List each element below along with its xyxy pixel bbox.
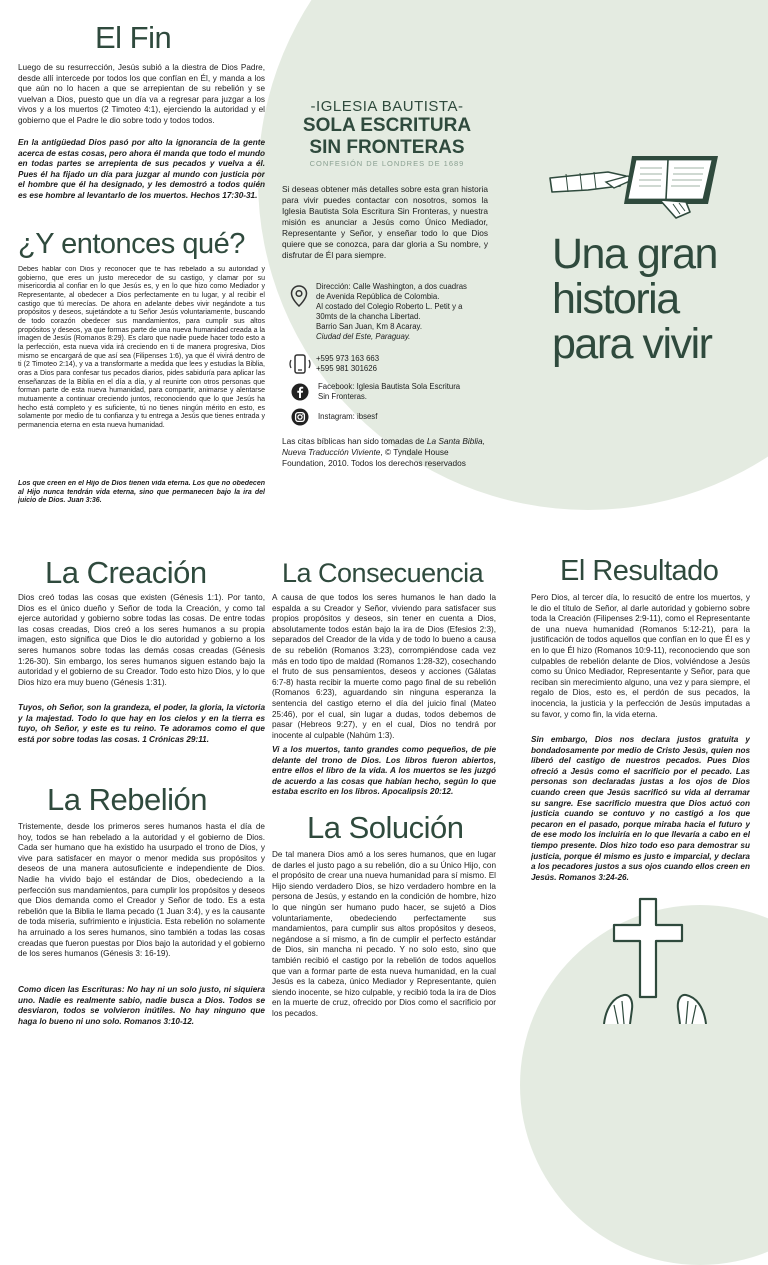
citas-book: La Santa Biblia, Nueva Traducción Viviente xyxy=(282,436,485,457)
creacion-title: La Creación xyxy=(45,555,207,590)
address-line: Barrio San Juan, Km 8 Acaray. xyxy=(316,322,423,331)
creacion-quote: Tuyos, oh Señor, son la grandeza, el poder, la gloria, la victoria y la majestad. Todo lo que hay en los cielos y en la tierra es tuyo, oh Señor, y este es tu reino. Te adoramos como el que está por sobre todas las cosas. 1 Crónicas 29:11. xyxy=(18,703,265,744)
address-line: Al costado del Colegio Roberto L. Petit y a xyxy=(316,302,463,311)
cover-line: para vivir xyxy=(552,320,712,368)
fin-text: Luego de su resurrección, Jesús subió a la diestra de Dios Padre, desde allí intercede por todos los que confían en Él, y manda a los que aún no lo hacen a que se arrepientan de su rebelión y se vuelvan a Dios, puesto que un día va a regresar para juzgar a los vivos y a los muertos (2 Timoteo 4:1), ejerciendo la autoridad y el gobierno que el Padre le dio sobre todo y todos todos. xyxy=(18,63,265,125)
cross-hands-illustration xyxy=(600,897,710,1029)
cover-title xyxy=(552,232,717,367)
church-name-2: SIN FRONTERAS xyxy=(309,137,465,158)
rebelion-quote: Como dicen las Escrituras: No hay ni un solo justo, ni siquiera uno. Nadie es realmente sabio, nadie busca a Dios. Todos se desviaron, todos se volvieron inútiles. No hay ninguno que haga lo bueno ni uno solo. Romanos 3:10-12. xyxy=(18,985,265,1026)
rebelion-text: Tristemente, desde los primeros seres humanos hasta el día de hoy, todos se han rebelado a la autoridad y el gobierno de Dios. Cada ser humano que ha existido ha usurpado el trono de Dios, y vive para satisfacer en mayor o menor medida sus propósitos y deseos de una manera autosuficiente e independiente de Dios. Nadie ha vivido bajo el estándar de Dios, obedeciendo a la perfección sus mandamientos, para cumplir los propósitos y deseos que Dios demanda como el Creador y Señor de todo. Es a esta rebelión que la Biblia le llama pecado (1 Juan 3:4), y es la causante de toda miseria, sufrimiento e injusticia. Esta rebelión no solamente ha arruinado a los seres humanos, sino también a todas las cosas creadas que fueron puestas por Dios bajo la autoridad y el gobierno de los seres humanos (Génesis 3: 16-19). xyxy=(18,822,265,959)
citas-note xyxy=(282,436,488,469)
entonces-title: ¿Y entonces qué? xyxy=(18,228,245,260)
address-line: de Avenida República de Colombia. xyxy=(316,292,440,301)
bible-hands-illustration xyxy=(548,152,724,227)
instagram-icon xyxy=(291,408,309,431)
church-confession: CONFESIÓN DE LONDRES DE 1689 xyxy=(309,159,465,168)
citas-pre: Las citas bíblicas han sido tomadas de xyxy=(282,436,427,446)
consecuencia-quote: Vi a los muertos, tanto grandes como pequeños, de pie delante del trono de Dios. Los libros fueron abiertos, entre ellos el libro de la vida. A los muertos se les juzgó de acuerdo a las cosas que habían hecho, según lo que estaba escrito en los libros. Apocalipsis 20:12. xyxy=(272,745,496,797)
consecuencia-title: La Consecuencia xyxy=(282,558,484,588)
phone-number[interactable]: +595 981 301626 xyxy=(316,364,377,373)
fin-title: El Fin xyxy=(95,20,172,55)
creacion-text: Dios creó todas las cosas que existen (Génesis 1:1). Por tanto, Dios es el único dueño y Señor de toda la Creación, y como tal ejerce autoridad y gobierno sobre todas las cosas. De entre todas las cosas creadas, Dios creó a los seres humanos a su propia imagen, esto significa que Dios le dio autoridad y gobierno a los seres humanos sobre todas las demás cosas creadas (Génesis 1:26-30). Sin embargo, los seres humanos siguen estando bajo la autoridad y el gobierno de su Creador. Todo esto hizo Dios, y lo que Dios hizo era muy bueno (Génesis 1:31). xyxy=(18,593,265,687)
facebook-icon xyxy=(291,383,309,406)
address-block xyxy=(316,282,491,342)
fin-quote: En la antigüedad Dios pasó por alto la ignorancia de la gente acerca de estas cosas, pero ahora él manda que todo el mundo en todas partes se arrepienta de sus pecados y vuelva a él. Pues él ha fijado un día para juzgar al mundo con justicia por el hombre que él ha designado, y les demostró a todos quién es ese hombre al levantarlo de los muertos. Hechos 17:30-31. xyxy=(18,138,265,200)
address-city: Ciudad del Este, Paraguay. xyxy=(316,332,411,341)
rebelion-title: La Rebelión xyxy=(47,782,207,817)
consecuencia-text: A causa de que todos los seres humanos le han dado la espalda a su Creador y Señor, viviendo para satisfacer sus propios propósitos y deseos, sin tener en cuenta a Dios, absolutamente todos están bajo la ira de Dios (Efesios 2:3), separados del Creador de la vida y de todo lo bueno a causa de su rebelión (Romanos 3:23), corrompiéndose cada vez más en todo tipo de maldad (Romanos 1:28-32), cosechando el fruto de sus pensamientos, deseos y acciones (Gálatas 6:7-8) hasta recibir la muerte como pago final de su rebelión (Romanos 6:23), aguardando sin ninguna esperanza la sentencia del castigo eterno el día del juicio final (Mateo 25:46), por el cual, sin lugar a dudas, todos debemos de pasar (Hebreos 9:27), y en el cual, Dios no tendrá por inocente al culpable (Nahúm 1:3). xyxy=(272,593,496,740)
entonces-text: Debes hablar con Dios y reconocer que te has rebelado a su autoridad y gobierno, que eres un justo merecedor de su castigo, y clamar por su misericordia al confiar en lo que Jesús es, y en lo que hizo como Mediador y Representante, al obedecer a Dios perfectamente en tu lugar, y al recibir el castigo que tú merecías. De ahora en adelante debes vivir negándote a tus propósitos y deseos, sujetándote a tu Señor Jesús voluntariamente, buscando de todo corazón obedecer sus mandamientos, para cumplir sus altos propósitos y deseos, ya que formas parte de una nueva humanidad creada a la imagen de Jesús (Romanos 8:29). Es claro que nadie puede hacer todo esto a la perfección, esta nueva vida irá creciendo en ti de manera progresiva, Dios mismo se encargará de que así sea (Filipenses 1:6), ya que él vivirá dentro de ti (2 Timoteo 2:14), y va a transformarte a medida que lees y estudias la Biblia, oras a Dios para confesar tus pecados diarios, pides sabiduría para aplicar las enseñanzas de la Biblia en el día a día, y al reunirte con otros personas que forman parte de esta nueva humanidad, para compartir, animarse y alentarse mutuamente a continuar creciendo juntos, reconociendo que lo que Jesús ha hecho está completo y es suficiente, tú no tienes ningún mérito en esto, es solamente por medio de tu confianza y tu entrega a Jesús que tienes entrada y permanencia eterna en esta nueva humanidad. xyxy=(18,266,265,429)
solucion-text: De tal manera Dios amó a los seres humanos, que en lugar de darles el justo pago a su rebelión, dio a su Único Hijo, con el propósito de crear una nueva humanidad para sí mismo. El Hijo siendo verdadero Dios, se hizo verdadero hombre en la persona de Jesús, y estando en la condición de hombre, hizo lo que ningún ser humano pudo hacer, se sujetó a Dios voluntariamente, obedeciendo perfectamente sus mandamientos, para cumplir sus altos propósitos y deseos, negándose a sí mismo, a fin de cumplir el perfecto estándar de Dios, sin mancha ni pecado. Y no solo esto, sino que también recibió el castigo por la rebelión de todos aquellos que van a formar parte de esta nueva humanidad, en la cual Jesús es la cabeza, único Mediador y Representante, quien siendo inocente, se hizo culpable, y recibió toda la ira de Dios en la muerte de cruz, ofrecido por Dios como el sacrificio por los pecados. xyxy=(272,850,496,1018)
facebook-text[interactable]: Facebook: Iglesia Bautista Sola Escritura xyxy=(318,382,461,391)
resultado-quote: Sin embargo, Dios nos declara justos gratuita y bondadosamente por medio de Cristo Jesús, quien nos liberó del castigo de nuestros pecados. Pues Dios ofreció a Jesús como el sacrificio por el pecado. Las personas son declaradas justas a los ojos de Dios cuando creen que Jesús sacrificó su vida al derramar su sangre. Ese sacrificio muestra que Dios actuó con justicia cuando se contuvo y no castigó a los que pecaron en el pasado, porque miraba hacia el futuro y de ese modo los incluiría en lo que llevaría a cabo en el tiempo presente. Dios hizo todo eso para demostrar su justicia, porque él mismo es justo e imparcial, y declara a los pecadores justos a sus ojos cuando ellos creen en Jesús. Romanos 3:24-26. xyxy=(531,735,750,882)
cover-line: historia xyxy=(552,275,679,323)
address-line: 30mts de la chancha Libertad. xyxy=(316,312,421,321)
address-line: Dirección: Calle Washington, a dos cuadras xyxy=(316,282,467,291)
resultado-text: Pero Dios, al tercer día, lo resucitó de entre los muertos, y le dio el título de Señor, al darle autoridad y gobierno sobre toda la Creación (Filipenses 2:9-11), como el Representante de una nueva humanidad (Romanos 5:12-21), para la justificación de todos aquellos que confían en lo que Él es y en lo que Él hizo (Romanos 10:9-11), reconociendo que son culpables de rebelión delante de Dios, volviéndose a Jesús como su Único Mediador, Representante y Señor, para que reciban sin merecimiento alguno, una vez y para siempre, el regalo de Dios, esto es, el perdón de sus pecados, la inocencia, la justicia y la perfección de Jesús imputadas a su favor, y como fin, la vida eterna. xyxy=(531,593,750,719)
church-intro: Si deseas obtener más detalles sobre esta gran historia para vivir puedes contactar con nosotros, somos la Iglesia Bautista Sola Escritura Sin Fronteras, y nuestra misión es anunciar a Jesús como Único Mediador, Representante y Señor, y enseñar todo lo que Dios quiere que se conozca, para dar gloria a Su nombre, y disfrutar de Él para siempre. xyxy=(282,184,488,260)
church-pre: -IGLESIA BAUTISTA- xyxy=(310,98,464,115)
church-name-1: SOLA ESCRITURA xyxy=(302,115,472,136)
location-icon xyxy=(290,285,308,312)
phone-block xyxy=(316,354,379,374)
cover-line: Una gran xyxy=(552,230,717,278)
instagram-text[interactable]: Instagram: ibsesf xyxy=(318,412,378,421)
facebook-text-2[interactable]: Sin Fronteras. xyxy=(318,392,367,401)
church-logo xyxy=(282,98,492,168)
phone-icon xyxy=(288,354,312,379)
solucion-title: La Solución xyxy=(307,810,464,845)
phone-number[interactable]: +595 973 163 663 xyxy=(316,354,380,363)
entonces-quote: Los que creen en el Hijo de Dios tienen vida eterna. Los que no obedecen al Hijo nunca tendrán vida eterna, sino que permanecen bajo la ira del juicio de Dios. Juan 3:36. xyxy=(18,480,265,505)
facebook-block xyxy=(318,382,460,402)
resultado-title: El Resultado xyxy=(560,555,719,587)
citas-post: , © Tyndale House Foundation, 2010. Todos los derechos reservados xyxy=(282,447,466,468)
